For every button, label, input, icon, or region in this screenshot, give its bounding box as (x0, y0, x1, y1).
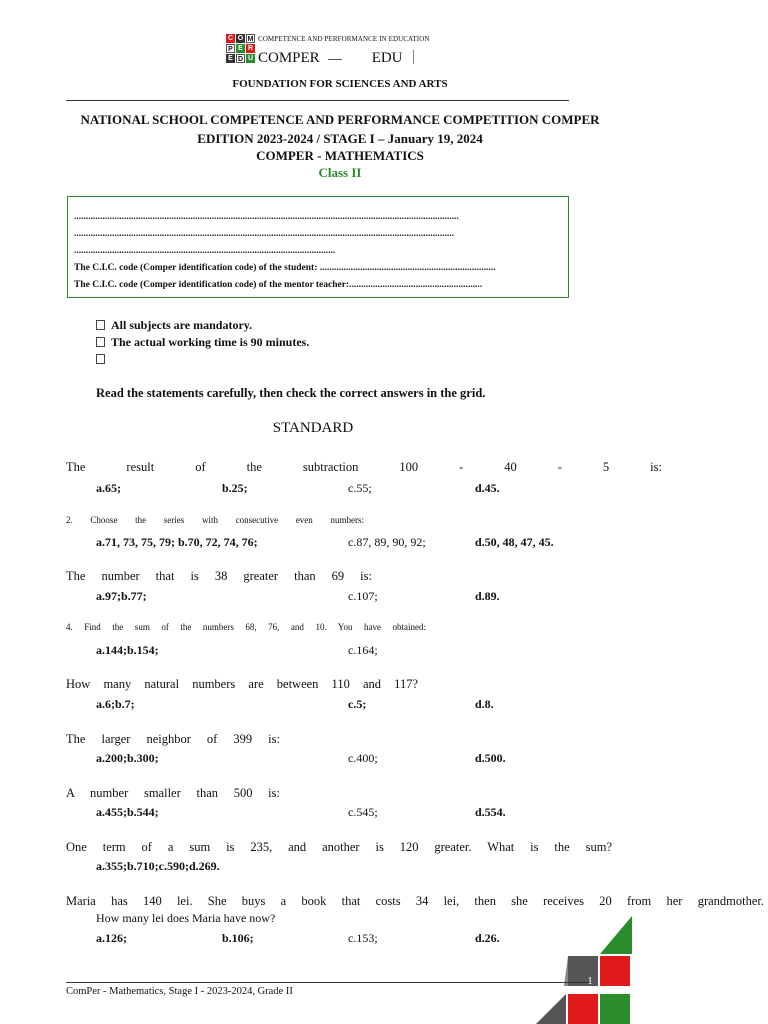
answer-row (0, 481, 768, 497)
footer-text: ComPer - Mathematics, Stage I - 2023-2024, Grade II (66, 986, 293, 997)
checkbox-glyph-icon (96, 337, 105, 347)
options-ab: a.455;b.544; (96, 805, 159, 819)
options-abcd: a.355;b.710;c.590;d.269. (96, 859, 220, 873)
question-text: The larger neighbor of 399 is: (66, 732, 280, 746)
instruction: Read the statements carefully, then check the correct answers in the grid. (96, 386, 486, 400)
question-text: 2. Choose the series with consecutive even numbers: (66, 515, 364, 525)
subject-line: COMPER - MATHEMATICS (256, 148, 424, 163)
competition-title: NATIONAL SCHOOL COMPETENCE AND PERFORMANCE COMPETITION COMPER (80, 112, 600, 127)
rule-text: The actual working time is 90 minutes. (111, 335, 310, 349)
question-text: How many natural numbers are between 110 and 117? (66, 677, 418, 691)
logo-cell: O (237, 35, 244, 42)
logo-cell: E (226, 54, 235, 63)
option-b: b.25; (222, 481, 248, 495)
question-text: One term of a sum is 235, and another is 120 greater. What is the sum? (66, 840, 612, 854)
options-ab: a.144;b.154; (96, 643, 159, 657)
corner-decoration (536, 916, 632, 1024)
rule-item (96, 352, 111, 367)
answer-row (0, 535, 768, 551)
option-c: c.153; (348, 931, 378, 945)
answer-row (0, 751, 768, 767)
option-a: a.126; (96, 931, 127, 945)
option-c: c.545; (348, 805, 378, 819)
question-text: 4. Find the sum of the numbers 68, 76, and 10. You have obtained: (66, 622, 426, 632)
option-c: c.164; (348, 643, 378, 657)
brand-bar (413, 50, 414, 64)
logo-cell: U (247, 55, 254, 62)
rule-item (96, 318, 252, 333)
name-line: .............................................................................................................. (74, 246, 336, 256)
option-d: d.26. (475, 931, 500, 945)
option-c: c.107; (348, 589, 378, 603)
option-d: d.89. (475, 589, 500, 603)
question-text: A number smaller than 500 is: (66, 786, 280, 800)
identification-box (67, 196, 569, 298)
edition-line: EDITION 2023-2024 / STAGE I – January 19, 2024 (197, 131, 483, 146)
option-d: d.500. (475, 751, 506, 765)
option-a: a.65; (96, 481, 121, 495)
logo-cell: M (247, 36, 254, 43)
student-code-line: The C.I.C. code (Comper identification code) of the student: .......................................................................... (74, 263, 496, 273)
brand-dash (328, 59, 342, 60)
option-b: b.106; (222, 931, 254, 945)
corner-sq-green (600, 994, 630, 1024)
name-line: ................................................................................................................................................................ (74, 229, 454, 239)
question-text: The result of the subtraction 100 - 40 - 5 is: (66, 460, 662, 474)
foundation-name: FOUNDATION FOR SCIENCES AND ARTS (232, 78, 448, 90)
logo-cell: C (227, 35, 234, 42)
section-title: STANDARD (272, 420, 354, 436)
option-c: c.5; (348, 697, 367, 711)
rule-item (96, 335, 309, 350)
checkbox-glyph-icon (96, 354, 105, 364)
corner-sq-red (600, 956, 630, 986)
brand-name (258, 50, 414, 67)
org-tagline: COMPETENCE AND PERFORMANCE IN EDUCATION (258, 35, 430, 43)
name-line: .................................................................................................................................................................. (74, 212, 459, 222)
logo-cell: D (237, 56, 244, 63)
question-text: Maria has 140 lei. She buys a book that costs 34 lei, then she receives 20 from her grandmother. (66, 894, 764, 908)
logo-cell: E (236, 44, 245, 53)
option-d: d.554. (475, 805, 506, 819)
logo-cell: P (226, 44, 235, 53)
question-text: The number that is 38 greater than 69 is: (66, 569, 372, 583)
answer-row (0, 931, 768, 947)
mentor-code-line: The C.I.C. code (Comper identification code) of the mentor teacher:........................................................ (74, 280, 483, 290)
class-label: Class II (318, 165, 362, 180)
corner-tri-green (600, 916, 632, 954)
option-c: c.55; (348, 481, 372, 495)
answer-row (0, 589, 768, 605)
answer-row (0, 859, 768, 875)
answer-row (0, 697, 768, 713)
brand-left: COMPER (258, 50, 320, 66)
corner-tri-dark (536, 994, 566, 1024)
footer-divider (66, 982, 591, 983)
option-d: d.45. (475, 481, 500, 495)
option-c: c.400; (348, 751, 378, 765)
options-ab: a.6;b.7; (96, 697, 135, 711)
checkbox-glyph-icon (96, 320, 105, 330)
rule-text: All subjects are mandatory. (111, 318, 253, 332)
comper-logo (226, 34, 256, 65)
page-number: 1 (587, 975, 593, 987)
logo-cell: R (247, 45, 254, 52)
options-ab: a.200;b.300; (96, 751, 159, 765)
option-d: d.8. (475, 697, 494, 711)
question-text-cont: How many lei does Maria have now? (96, 911, 276, 925)
answer-row (0, 805, 768, 821)
header-divider (66, 100, 569, 101)
brand-right: EDU (371, 50, 403, 66)
options-ab: a.97;b.77; (96, 589, 147, 603)
option-d: d.50, 48, 47, 45. (475, 535, 554, 549)
corner-sq-red-2 (568, 994, 598, 1024)
option-c: c.87, 89, 90, 92; (348, 535, 426, 549)
answer-row (0, 643, 768, 659)
options-ab: a.71, 73, 75, 79; b.70, 72, 74, 76; (96, 535, 258, 549)
